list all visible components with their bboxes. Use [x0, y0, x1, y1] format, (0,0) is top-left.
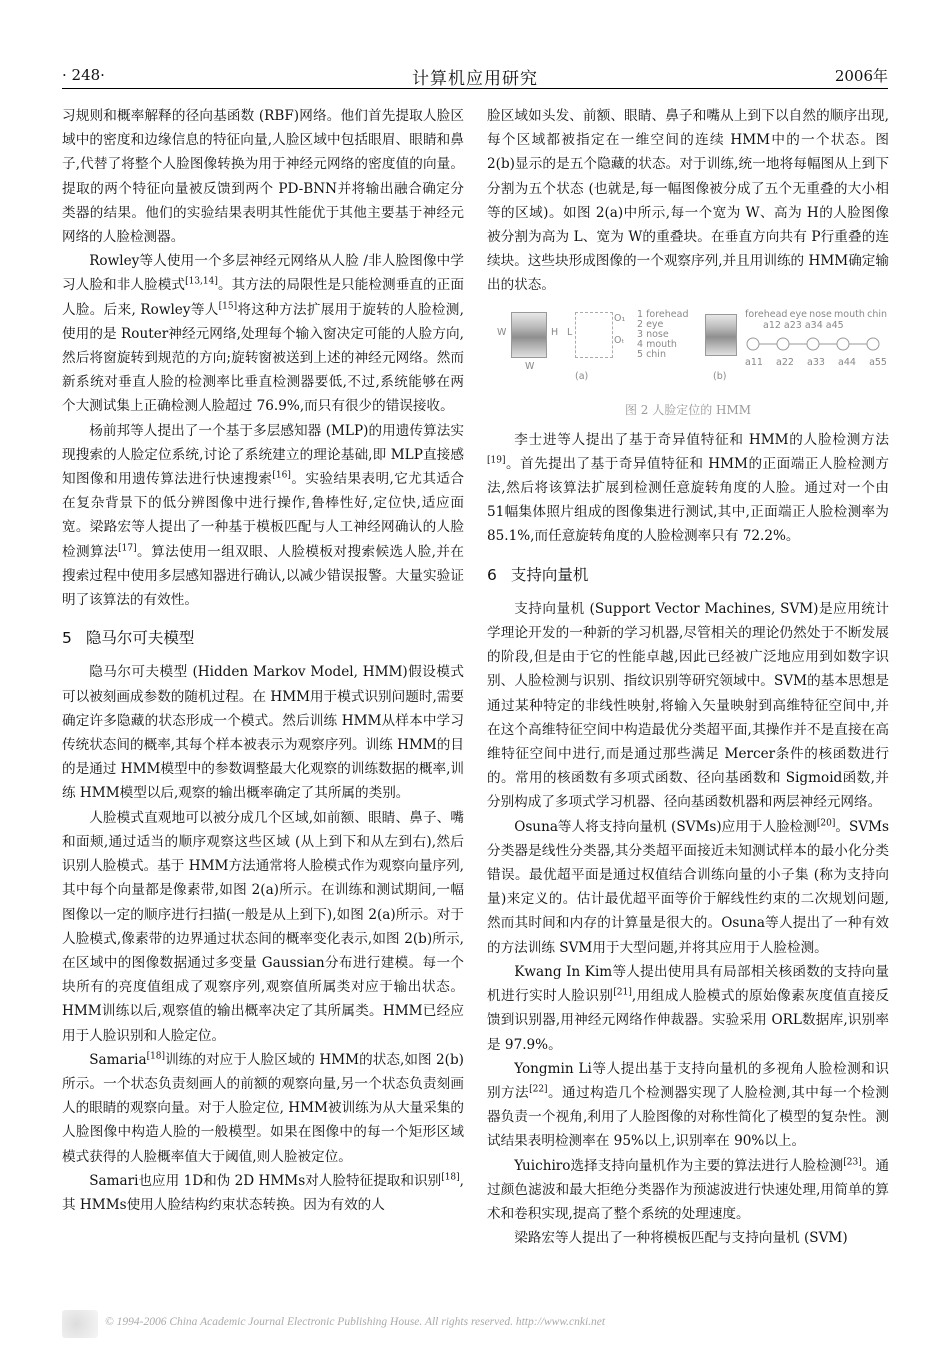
paragraph: Yuichiro选择支持向量机作为主要的算法进行人脸检测[23]。通过颜色滤波和最大拒绝分类器作为预滤波进行快速处理,用简单的算术和卷积实现,提高了整个系统的处理速度。: [487, 1156, 890, 1222]
paragraph: Osuna等人将支持向量机 (SVMs)应用于人脸检测[20]。SVMs分类器是线性分类器,其分类超平面接近未知测试样本的最小化分类错误。最优超平面是通过权值结合训练向量的小子集 (称为支持向量)来定义的。估计最优超平面等价于解线性约束的二次规划问题,然而其时间和内存的计算量是很大的。Osuna等人提出了一种有效的方法训练 SVM用于大型问题,并将其应用于人脸检测。: [487, 818, 890, 956]
citation: [20]: [816, 818, 836, 829]
face-image: [705, 314, 737, 356]
figure-panel-a: W H W O₁ Oₜ L 1 forehead 2 eye 3 nose 4 mouth 5 chin (a): [497, 308, 689, 382]
citation: [18]: [441, 1172, 460, 1183]
section-heading-5: 5 隐马尔可夫模型: [62, 629, 195, 648]
state-label: 3 nose: [637, 328, 669, 340]
page-number: · 248·: [62, 66, 105, 84]
face-image: [511, 312, 547, 358]
citation: [18]: [146, 1051, 166, 1062]
paragraph: Yongmin Li等人提出基于支持向量机的多视角人脸检测和识别方法[22]。通过构造几个检测器实现了人脸检测,其中每一个检测器负责一个视角,利用了人脸图像的对称性简化了模型的复杂性。测试结果表明检测率在 95%以上,识别率在 90%以上。: [487, 1060, 890, 1150]
paragraph: 人脸模式直观地可以被分成几个区域,如前额、眼睛、鼻子、嘴和面颊,通过适当的顺序观察这些区域 (从上到下和从左到右),然后识别人脸模式。基于 HMM方法通常将人脸模式作为观察向量序列,其中每个向量都是像素带,如图 2(a)所示。在训练和测试期间,一幅图像以一定的顺序进行扫描(一般是从上到下),如图 2(a)所示。对于人脸模式,像素带的边界通过状态间的概率变化表示,如图 2(b)所示,在区域中的图像数据通过多变量 Gaussian分布进行建模。每一个块所有的亮度值组成了观察序列,观察值所属类对应于输出状态。HMM训练以后,观察值的输出概率决定了其所属类。HMM已经应用于人脸识别和人脸定位。: [62, 809, 464, 1044]
state-label: 4 mouth: [637, 338, 677, 350]
paragraph: 杨前邦等人提出了一个基于多层感知器 (MLP)的用遗传算法实现搜索的人脸定位系统,讨论了系统建立的理论基础,即 MLP直接感知图像和用遗传算法进行快速搜索[16]。实验结果表明,它尤其适合在复杂背景下的低分辨图像中进行操作,鲁棒性好,定位快,适应面宽。梁路宏等人提出了一种基于模板匹配与人工神经网确认的人脸检测算法[17]。算法使用一组双眼、人脸模板对搜索候选人脸,并在搜索过程中使用多层感知器进行确认,以减少错误报警。大量实验证明了该算法的有效性。: [62, 422, 465, 609]
citation: [22]: [529, 1084, 548, 1095]
hmm-state-chain: [743, 332, 887, 356]
paragraph: 习规则和概率解释的径向基函数 (RBF)网络。他们首先提取人脸区域中的密度和边缘信息的特征向量,人脸区域中包括眼眉、眼睛和鼻子,代替了将整个人脸图像转换为用于神经元网络的密度值的向量。提取的两个特征向量被反馈到两个 PD-BNN并将输出融合确定分类器的结果。他们的实验结果表明其性能优于其他主要基于神经元网络的人脸检测器。: [62, 108, 464, 246]
page-header: [62, 62, 888, 89]
block-diagram: [575, 312, 613, 358]
paragraph: Samari也应用 1D和伪 2D HMMs对人脸特征提取和识别[18],其 HMMs使用人脸结构约束状态转换。因为有效的人: [62, 1172, 464, 1213]
citation: [15]: [218, 301, 238, 312]
citation: [23]: [843, 1156, 862, 1167]
left-column: [62, 104, 464, 1217]
citation: [19]: [487, 455, 506, 466]
state-label: 1 forehead: [637, 308, 689, 320]
paragraph: 李士进等人提出了基于奇异值特征和 HMM的人脸检测方法[19]。首先提出了基于奇异值特征和 HMM的正面端正人脸检测方法,然后将该算法扩展到检测任意旋转角度的人脸。通过对一个由 51幅集体照片组成的图像集进行测试,其中,正面端正人脸检测率为 85.1%,而任意旋转角度的人脸检测率只有 72.2%。: [487, 431, 889, 545]
paragraph: 梁路宏等人提出了一种将模板匹配与支持向量机 (SVM): [514, 1230, 848, 1247]
citation: [16]: [272, 470, 291, 481]
state-label: 5 chin: [637, 348, 666, 360]
section-heading-6: 6 支持向量机: [487, 565, 589, 584]
figure-2: [487, 306, 889, 402]
figure-panel-b: forehead eye nose mouth chin a12 a23 a34 a45 a11 a22 a33 a44 a55 (b): [705, 310, 887, 376]
paragraph: 支持向量机 (Support Vector Machines, SVM)是应用统计学理论开发的一种新的学习机器,尽管相关的理论仍然处于不断发展的阶段,但是由于它的性能卓越,因此已经被广泛地应用到如数字识别、人脸检测与识别、指纹识别等研究领域中。SVM的基本思想是通过某种特定的非线性映射,将输入矢量映射到高维特征空间中,并在这个高维特征空间中构造最优分类超平面,其操作并不是直接在高维特征空间中进行,而是通过那些满足 Mercer条件的核函数进行的。常用的核函数有多项式函数、径向基函数和 Sigmoid函数,并分别构成了多项式学习机器、径向基函数机器和两层神经元网络。: [487, 600, 889, 811]
citation: [17]: [118, 543, 137, 554]
journal-year: 2006年: [834, 67, 888, 85]
paragraph: Rowley等人使用一个多层神经元网络从人脸 /非人脸图像中学习人脸和非人脸模式[13,14]。其方法的局限性是只能检测垂直的正面人脸。后来, Rowley等人[15]将这种方法扩展用于旋转的人脸检测,使用的是 Router神经元网络,处理每个输入窗决定可能的人脸方向,然后将窗旋转到规范的方向;旋转窗被送到上述的神经元网络。然而新系统对垂直人脸的检测率比垂直检测器要低,不过,系统能够在两个大测试集上正确检测人脸超过 76.9%,而只有很少的错误接收。: [62, 253, 465, 415]
copyright-footer: © 1994-2006 China Academic Journal Electronic Publishing House. All rights reserved. http://www.cnki.net: [105, 1316, 606, 1328]
figure-caption: 图 2 人脸定位的 HMM: [624, 402, 752, 417]
publisher-logo: [62, 1310, 98, 1338]
panel-tag: (a): [575, 370, 589, 382]
citation: [13,14]: [185, 276, 218, 287]
paragraph: Samaria[18]训练的对应于人脸区域的 HMM的状态,如图 2(b)所示。一个状态负责刻画人的前额的观察向量,另一个状态负责刻画人的眼睛的观察向量。对于人脸定位, HMM被训练为从大量采集的人脸图像中构造人脸的一般模型。如果在图像中的每一个矩形区域模式获得的人脸概率值大于阈值,则人脸被定位。: [62, 1051, 464, 1165]
panel-tag: (b): [713, 370, 727, 382]
paragraph: Kwang In Kim等人提出使用具有局部相关核函数的支持向量机进行实时人脸识别[21],用组成人脸模式的原始像素灰度值直接反馈到识别器,用神经元网络作伸裁器。实验采用 ORL数据库,识别率是 97.9%。: [487, 963, 890, 1053]
paragraph: 隐马尔可夫模型 (Hidden Markov Model, HMM)假设模式可以被刻画成参数的随机过程。在 HMM用于模式识别问题时,需要确定许多隐藏的状态形成一个模式。然后训练 HMM从样本中学习传统状态间的概率,其每个样本被表示为观察序列。训练 HMM的目的是通过 HMM模型中的参数调整最大化观察的训练数据的概率,训练 HMM模型以后,观察的输出概率确定了其所属的类别。: [62, 664, 464, 802]
citation: [21]: [613, 987, 632, 998]
right-column: [487, 104, 889, 1250]
state-label: 2 eye: [637, 318, 664, 330]
journal-title: 计算机应用研究: [412, 69, 538, 89]
paragraph: 脸区域如头发、前额、眼睛、鼻子和嘴从上到下以自然的顺序出现,每个区域都被指定在一维空间的连续 HMM中的一个状态。图 2(b)显示的是五个隐藏的状态。对于训练,统一地将每幅图从上到下分割为五个状态 (也就是,每一幅图像被分成了五个无重叠的大小相等的区域)。如图 2(a)中所示,每一个宽为 W、高为 H的人脸图像被分割为高为 L、宽为 W的重叠块。在垂直方向共有 P行重叠的连续块。这些块形成图像的一个观察序列,并且用训练的 HMM确定输出的状态。: [487, 108, 889, 294]
